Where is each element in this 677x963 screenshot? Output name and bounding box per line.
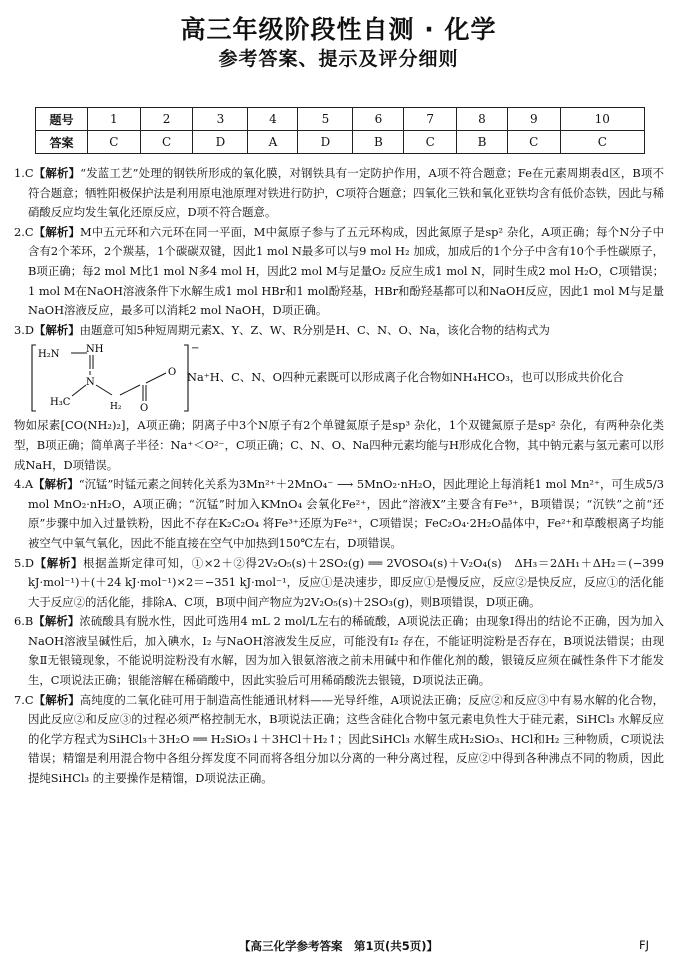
answer-table-answer-row bbox=[36, 131, 645, 154]
page-subtitle: 参考答案、提示及评分细则 bbox=[218, 48, 459, 70]
question-number: 5 bbox=[298, 108, 353, 131]
item-text-continued: 物如尿素[CO(NH₂)₂]，A项正确；阴离子中3个N原子有2个单键氮原子是sp³ 杂化，1个双键氮原子是sp² 杂化，有两种杂化类型，B项正确；简单离子半径：Na⁺＜O²⁻，C项正确；C、N、O、Na四种元素均能与H形成化合物，其中钠元素与氢元素可以形成NaH，D项错误。 bbox=[14, 418, 664, 472]
item-number: 6 bbox=[14, 614, 22, 629]
explanation-item-1: 1.C【解析】“发蓝工艺”处理的钢铁所形成的氧化膜，对钢铁具有一定防护作用，A项不符合题意；Fe在元素周期表d区，B项不符合题意；牺牲阳极保护法是利用原电池原理对铁进行防护，C项符合题意；四氧化三铁和氧化亚铁均含有低价态铁，因此与稀硝酸反应均发生氧化还原反应，D项不符合题意。 bbox=[14, 166, 664, 220]
question-number: 1 bbox=[88, 108, 141, 131]
nh-label: NH bbox=[86, 344, 104, 356]
item-number: 1 bbox=[14, 166, 22, 180]
o-right-label: O bbox=[168, 367, 177, 379]
h2-label: H₂ bbox=[110, 402, 122, 413]
item-number: 3 bbox=[14, 322, 22, 337]
bond bbox=[72, 385, 86, 396]
item-answer: D bbox=[24, 322, 35, 337]
explanation-item-5: 5.D【解析】根据盖斯定律可知，①×2＋②得2V₂O₅(s)＋2SO₂(g) ══ 2VOSO₄(s)＋V₂O₄(s) ΔH₃＝2ΔH₁＋ΔH₂＝(−399 kJ·mol⁻¹)＋(＋24 kJ·mol⁻¹)×2＝−351 kJ·mol⁻¹，反应①是决速步，即反应①是慢反应，反应②是快反应，反应①的活化能大于反应②的活化能，排除A、C项，B项中间产物应为2V₂O₅(s)＋2SO₃(g)，则B项错误，D项正确。 bbox=[14, 555, 664, 609]
explanation-item-6: 6.B【解析】浓硫酸具有脱水性，因此可选用4 mL 2 mol/L左右的稀硫酸，A项说法正确；由现象Ⅰ得出的结论不正确，因为加入NaOH溶液呈碱性后，加入碘水，I₂ 与NaOH溶液发生反应，可能没有I₂ 存在，不能证明淀粉是否存在，B项说法错误；由现象Ⅱ无银镜现象，不能说明淀粉没有水解，因为加入银氨溶液之前未用碱中和作催化剂的酸，银镜反应须在碱性条件下才能发生，C项说法正确；银能溶解在稀硝酸中，因此实验后可用稀硝酸洗去银镜，D项说法正确。 bbox=[14, 614, 664, 688]
answer-cell: B bbox=[457, 131, 508, 154]
bond bbox=[120, 385, 140, 395]
bond bbox=[96, 385, 112, 395]
item-text: “发蓝工艺”处理的钢铁所形成的氧化膜，对钢铁具有一定防护作用，A项不符合题意；Fe在元素周期表d区，B项不符合题意；牺牲阳极保护法是利用原电池原理对铁进行防护，C项符合题意；四氧化三铁和氧化亚铁均含有低价态铁，因此与稀硝酸反应均发生氧化还原反应，D项不符合题意。 bbox=[28, 166, 664, 220]
item-number: 2 bbox=[14, 224, 22, 239]
item-answer: C bbox=[24, 224, 34, 239]
question-number: 4 bbox=[248, 108, 298, 131]
question-number: 8 bbox=[457, 108, 508, 131]
analysis-tag: 【解析】 bbox=[34, 555, 84, 570]
analysis-tag: 【解析】 bbox=[33, 224, 81, 239]
item-text: “沉锰”时锰元素之间转化关系为3Mn²⁺＋2MnO₄⁻ ⟶ 5MnO₂·nH₂O，因此理论上每消耗1 mol Mn²⁺，可生成5/3 mol MnO₂·nH₂O，A项正确；“沉锰”时加入KMnO₄ 会氧化Fe²⁺，因此“溶液X”主要含有Fe³⁺，B项错误；“沉铁”之前“还原”步骤中加入过量铁粉，因此不存在K₂C₂O₄ 将Fe³⁺还原为Fe²⁺，C项错误；FeC₂O₄·2H₂O晶体中，Fe²⁺和草酸根离子均能被空气中氧气氧化，因此不能直接在空气中加热到150℃左右，D项错误。 bbox=[28, 477, 664, 550]
explanation-item-7: 7.C【解析】高纯度的二氧化硅可用于制造高性能通讯材料——光导纤维，A项说法正确；反应②和反应③中有易水解的化合物，因此反应②和反应③的过程必须严格控制无水，B项说法正确；这些含硅化合物中氢元素电负性大于硅元素，SiHCl₃ 水解反应的化学方程式为SiHCl₃＋3H₂O ══ H₂SiO₃↓＋3HCl＋H₂↑；因此SiHCl₃ 水解生成H₂SiO₃、HCl和H₂ 三种物质，C项说法错误；精馏是利用混合物中各组分挥发度不同而将各组分加以分离的一种分离过程，反应②中得到各种沸点不同的物质，因此提纯SiHCl₃ 的主要操作是精馏，D项说法正确。 bbox=[14, 692, 664, 786]
question-number: 6 bbox=[353, 108, 404, 131]
n-label: N bbox=[86, 377, 95, 389]
answer-table bbox=[35, 107, 645, 154]
answer-cell: B bbox=[353, 131, 404, 154]
item-answer: C bbox=[24, 166, 34, 180]
item-text: 高纯度的二氧化硅可用于制造高性能通讯材料——光导纤维，A项说法正确；反应②和反应③中有易水解的化合物，因此反应②和反应③的过程必须严格控制无水，B项说法正确；这些含硅化合物中氢元素电负性大于硅元素，SiHCl₃ 水解反应的化学方程式为SiHCl₃＋3H₂O ══ H₂SiO₃↓＋3HCl＋H₂↑；因此SiHCl₃ 水解生成H₂SiO₃、HCl和H₂ 三种物质，C项说法错误；精馏是利用混合物中各组分挥发度不同而将各组分加以分离的一种分离过程，反应②中得到各种沸点不同的物质，因此提纯SiHCl₃ 的主要操作是精馏，D项说法正确。 bbox=[28, 692, 664, 786]
explanation-item-2: 2.C【解析】M中五元环和六元环在同一平面，M中氮原子参与了五元环构成，因此氮原子是sp² 杂化，A项正确；每个N分子中含有2个苯环，2个羰基，1个碳碳双键，因此1 mol N最多可以与9 mol H₂ 加成，加成后的1个分子中含有10个手性碳原子，B项正确；每2 mol M比1 mol N多4 mol H，因此2 mol M与足量O₂ 反应生成1 mol N，同时生成2 mol H₂O，C项错误；1 mol M在NaOH溶液条件下水解生成1 mol HBr和1 mol酚羟基，HBr和酚羟基都可以和NaOH反应，因此1 mol M与足量NaOH溶液反应，最多可以消耗2 mol NaOH，D项正确。 bbox=[14, 224, 664, 318]
analysis-tag: 【解析】 bbox=[34, 322, 80, 337]
answer-cell: C bbox=[560, 131, 644, 154]
answer-table-number-row bbox=[36, 108, 645, 131]
page-footer: 【高三化学参考答案 第1页(共5页)】 bbox=[238, 939, 438, 953]
footer-code: FJ bbox=[638, 938, 649, 952]
explanation-item-4: 4.A【解析】“沉锰”时锰元素之间转化关系为3Mn²⁺＋2MnO₄⁻ ⟶ 5MnO₂·nH₂O，因此理论上每消耗1 mol Mn²⁺，可生成5/3 mol MnO₂·nH₂O，A项正确；“沉锰”时加入KMnO₄ 会氧化Fe²⁺，因此“溶液X”主要含有Fe³⁺，B项错误；“沉铁”之前“还原”步骤中加入过量铁粉，因此不存在K₂C₂O₄ 将Fe³⁺还原为Fe²⁺，C项错误；FeC₂O₄·2H₂O晶体中，Fe²⁺和草酸根离子均能被空气中氧气氧化，因此不能直接在空气中加热到150℃左右，D项错误。 bbox=[14, 477, 664, 550]
explanations bbox=[14, 164, 664, 789]
analysis-tag: 【解析】 bbox=[33, 614, 80, 629]
question-number: 2 bbox=[140, 108, 193, 131]
o-bottom-label: O bbox=[140, 403, 149, 415]
answer-cell: C bbox=[507, 131, 560, 154]
answer-cell: D bbox=[298, 131, 353, 154]
item-number: 4 bbox=[14, 477, 22, 492]
question-number: 3 bbox=[193, 108, 248, 131]
structure-drawing bbox=[28, 341, 203, 414]
item-text: 根据盖斯定律可知，①×2＋②得2V₂O₅(s)＋2SO₂(g) ══ 2VOSO₄(s)＋V₂O₄(s) ΔH₃＝2ΔH₁＋ΔH₂＝(−399 kJ·mol⁻¹)＋(＋24 kJ·mol⁻¹)×2＝−351 kJ·mol⁻¹，反应①是决速步，即反应①是慢反应，反应②是快反应，反应①的活化能大于反应②的活化能，排除A、C项，B项中间产物应为2V₂O₅(s)＋2SO₃(g)，则B项错误，D项正确。 bbox=[28, 555, 664, 609]
analysis-tag: 【解析】 bbox=[33, 692, 80, 707]
item-answer: C bbox=[24, 692, 34, 707]
left-bracket bbox=[32, 345, 36, 411]
analysis-tag: 【解析】 bbox=[33, 166, 81, 180]
item-text: M中五元环和六元环在同一平面，M中氮原子参与了五元环构成，因此氮原子是sp² 杂化，A项正确；每个N分子中含有2个苯环，2个羰基，1个碳碳双键，因此1 mol N最多可以与9 mol H₂ 加成，加成后的1个分子中含有10个手性碳原子，B项正确；每2 mol M比1 mol N多4 mol H，因此2 mol M与足量O₂ 反应生成1 mol N，同时生成2 mol H₂O，C项错误；1 mol M在NaOH溶液条件下水解生成1 mol HBr和1 mol酚羟基，HBr和酚羟基都可以和NaOH反应，因此1 mol M与足量NaOH溶液反应，最多可以消耗2 mol NaOH，D项正确。 bbox=[28, 224, 664, 318]
question-number: 9 bbox=[507, 108, 560, 131]
answer-cell: A bbox=[248, 131, 298, 154]
structure-caption-wrap bbox=[187, 368, 624, 388]
explanation-item-3: 3.D【解析】由题意可知5种短周期元素X、Y、Z、W、R分别是H、C、N、O、Na，该化合物的结构式为 H₂N NH N H₃C H₂ O O − Na⁺H、C、N、O四种元素既可以形成离子化合物如NH₄HCO₃，也可以形成共价化合 物如尿素[CO(NH₂)₂]，A项正确；阴离子中3个N原子有2个单键氮原子是sp³ 杂化，1个双键氮原子是sp² 杂化，有两种杂化类型，B项正确；简单离子半径：Na⁺＜O²⁻，C项正确；C、N、O、Na四种元素均能与H形成化合物，其中钠元素与氢元素可以形成NaH，D项错误。 bbox=[14, 321, 664, 475]
item-number: 5 bbox=[14, 555, 22, 570]
item-text: 由题意可知5种短周期元素X、Y、Z、W、R分别是H、C、N、O、Na，该化合物的结构式为 bbox=[79, 322, 550, 337]
answer-label: 答案 bbox=[36, 131, 88, 154]
item-text: 浓硫酸具有脱水性，因此可选用4 mL 2 mol/L左右的稀硫酸，A项说法正确；由现象Ⅰ得出的结论不正确，因为加入NaOH溶液呈碱性后，加入碘水，I₂ 与NaOH溶液发生反应，可能没有I₂ 存在，不能证明淀粉是否存在，B项说法错误；由现象Ⅱ无银镜现象，不能说明淀粉没有水解，因为加入银氨溶液之前未用碱中和作催化剂的酸，银镜反应须在碱性条件下才能发生，C项说法正确；银能溶解在稀硝酸中，因此实验后可用稀硝酸洗去银镜，D项说法正确。 bbox=[28, 614, 664, 688]
structure-caption: H、C、N、O四种元素既可以形成离子化合物如NH₄HCO₃，也可以形成共价化合 bbox=[209, 370, 624, 385]
item-answer: B bbox=[24, 614, 34, 629]
number-label: 题号 bbox=[36, 108, 88, 131]
answer-cell: D bbox=[193, 131, 248, 154]
item-answer: D bbox=[24, 555, 35, 570]
bond bbox=[146, 373, 166, 383]
item-number: 7 bbox=[14, 692, 22, 707]
page-title: 高三年级阶段性自测 · 化学 bbox=[180, 15, 497, 44]
charge-minus: − bbox=[191, 343, 200, 355]
item-answer: A bbox=[24, 477, 34, 492]
structural-formula bbox=[28, 341, 664, 414]
answer-cell: C bbox=[88, 131, 141, 154]
analysis-tag: 【解析】 bbox=[33, 477, 79, 492]
answer-cell: C bbox=[140, 131, 193, 154]
h3c-label: H₃C bbox=[50, 397, 71, 409]
question-number: 7 bbox=[404, 108, 457, 131]
sodium-ion: Na⁺ bbox=[187, 370, 210, 385]
question-number: 10 bbox=[560, 108, 644, 131]
answer-cell: C bbox=[404, 131, 457, 154]
h2n-label: H₂N bbox=[38, 349, 60, 361]
